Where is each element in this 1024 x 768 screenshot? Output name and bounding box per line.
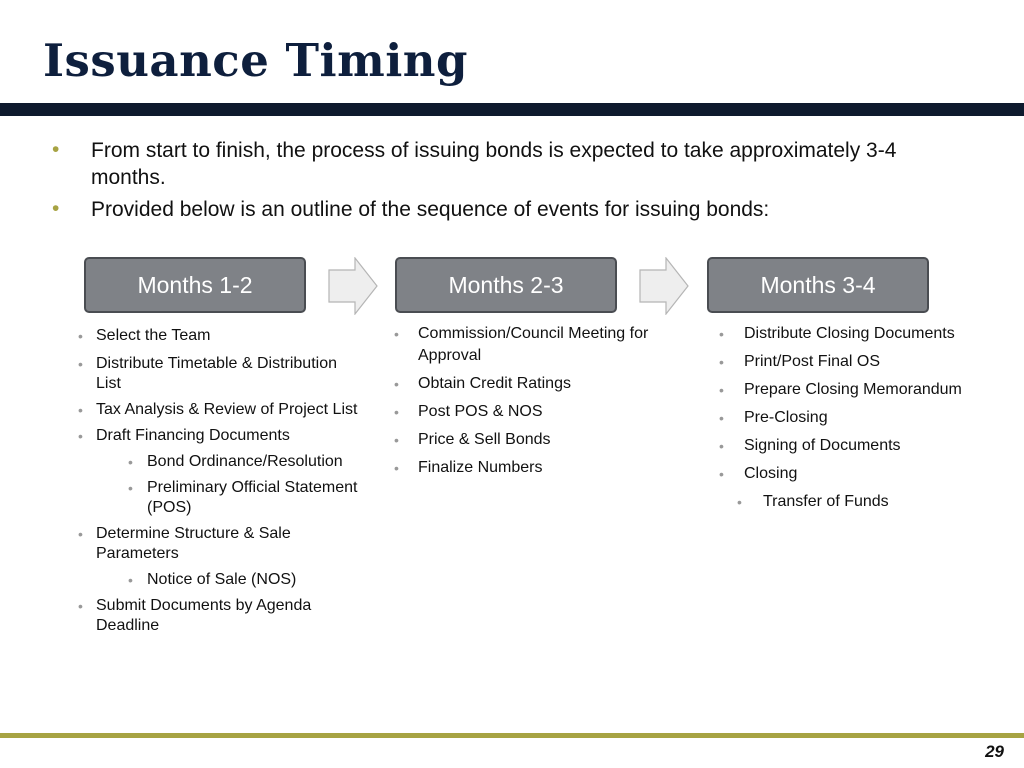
right-arrow-icon bbox=[639, 257, 689, 315]
bullet-icon: • bbox=[78, 598, 83, 614]
sub-list-item: • Transfer of Funds bbox=[717, 491, 997, 513]
intro-list bbox=[50, 137, 960, 228]
list-item: • Tax Analysis & Review of Project List bbox=[78, 401, 358, 418]
months-2-3-list bbox=[392, 323, 692, 485]
list-item: • Distribute Closing Documents bbox=[717, 323, 997, 345]
list-item: • Select the Team bbox=[78, 327, 211, 344]
stage-box-months-2-3: Months 2-3 bbox=[395, 257, 617, 313]
list-item: • Determine Structure & Sale Parameters bbox=[78, 525, 291, 562]
right-arrow-icon bbox=[328, 257, 378, 315]
bullet-icon: • bbox=[394, 460, 399, 476]
intro-bullet: • Provided below is an outline of the sequence of events for issuing bonds: bbox=[52, 197, 770, 221]
bullet-icon: • bbox=[394, 326, 399, 342]
sub-list-item: • Bond Ordinance/Resolution bbox=[128, 453, 343, 470]
bullet-icon: • bbox=[78, 328, 83, 344]
bullet-icon: • bbox=[78, 526, 83, 542]
bullet-icon: • bbox=[52, 197, 60, 220]
list-item: • Distribute Timetable & Distribution List bbox=[78, 355, 337, 392]
list-item: • Draft Financing Documents bbox=[78, 427, 290, 444]
bullet-icon: • bbox=[719, 466, 724, 482]
list-item: • Submit Documents by Agenda Deadline bbox=[78, 597, 312, 634]
months-3-4-list bbox=[717, 323, 997, 519]
bullet-icon: • bbox=[737, 494, 742, 510]
stage-box-months-3-4: Months 3-4 bbox=[707, 257, 929, 313]
list-item: • Post POS & NOS bbox=[392, 401, 692, 423]
bullet-icon: • bbox=[719, 326, 724, 342]
bullet-icon: • bbox=[394, 404, 399, 420]
stage-box-months-1-2: Months 1-2 bbox=[84, 257, 306, 313]
list-item: • Finalize Numbers bbox=[392, 457, 692, 479]
bullet-icon: • bbox=[128, 572, 133, 588]
bullet-icon: • bbox=[394, 432, 399, 448]
bullet-icon: • bbox=[78, 356, 83, 372]
list-item: • Signing of Documents bbox=[717, 435, 997, 457]
sub-list-item: • Notice of Sale (NOS) bbox=[128, 571, 297, 588]
list-item: • Pre-Closing bbox=[717, 407, 997, 429]
bullet-icon: • bbox=[719, 438, 724, 454]
months-1-2-list bbox=[76, 326, 366, 642]
bullet-icon: • bbox=[719, 382, 724, 398]
list-item: • Closing bbox=[717, 463, 997, 485]
bullet-icon: • bbox=[128, 454, 133, 470]
bullet-icon: • bbox=[128, 480, 133, 496]
sub-list-item: • Preliminary Official Statement (POS) bbox=[128, 479, 358, 516]
bullet-icon: • bbox=[719, 410, 724, 426]
page-title: Issuance Timing bbox=[43, 34, 468, 87]
list-item: • Obtain Credit Ratings bbox=[392, 373, 692, 395]
list-item: • Prepare Closing Memorandum bbox=[717, 379, 997, 401]
list-item: • Print/Post Final OS bbox=[717, 351, 997, 373]
bullet-icon: • bbox=[78, 402, 83, 418]
page-number: 29 bbox=[985, 742, 1004, 761]
intro-bullet: • From start to finish, the process of issuing bonds is expected to take approximately 3-4 months. bbox=[52, 138, 897, 189]
bullet-icon: • bbox=[719, 354, 724, 370]
bullet-icon: • bbox=[78, 428, 83, 444]
header-rule bbox=[0, 103, 1024, 116]
bullet-icon: • bbox=[52, 138, 60, 161]
bullet-icon: • bbox=[394, 376, 399, 392]
footer-rule bbox=[0, 733, 1024, 738]
list-item: • Commission/Council Meeting for Approval bbox=[394, 325, 649, 364]
list-item: • Price & Sell Bonds bbox=[392, 429, 692, 451]
